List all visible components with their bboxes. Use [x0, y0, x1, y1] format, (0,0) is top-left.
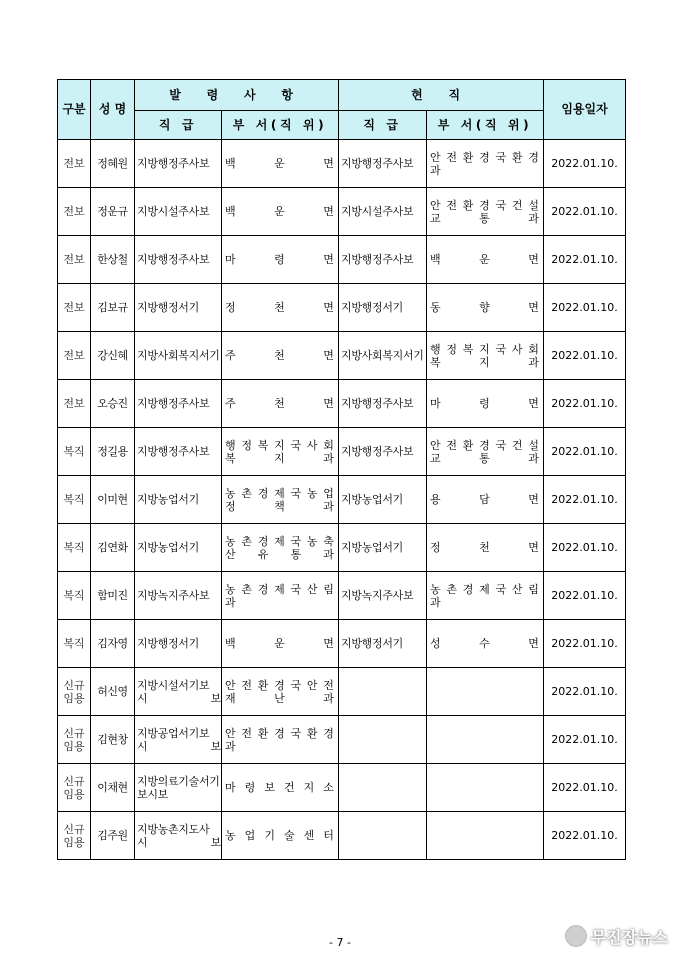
- row-rank: 지방행정서기: [135, 620, 222, 668]
- table-row: [58, 812, 626, 860]
- row-rank: 지방사회복지서기: [135, 332, 222, 380]
- row-cur-rank: 지방녹지주사보: [339, 572, 427, 620]
- row-dept: 농 업 기 술 센 터: [222, 812, 339, 860]
- row-dept: 백 운 면: [222, 140, 339, 188]
- row-type: 전보: [58, 140, 91, 188]
- row-date: 2022.01.10.: [544, 764, 626, 812]
- row-date: 2022.01.10.: [544, 668, 626, 716]
- row-type: 신규 임용: [58, 812, 91, 860]
- row-name: 이미현: [91, 476, 135, 524]
- row-date: 2022.01.10.: [544, 716, 626, 764]
- watermark-text: 무진장뉴스: [590, 927, 668, 947]
- row-name: 오승진: [91, 380, 135, 428]
- row-cur-rank: 지방행정주사보: [339, 236, 427, 284]
- row-date: 2022.01.10.: [544, 620, 626, 668]
- table-row: [58, 284, 626, 332]
- row-dept: 농 촌 경 제 국 농 축 산 유 통 과: [222, 524, 339, 572]
- row-type: 전보: [58, 188, 91, 236]
- row-cur-dept: 동 향 면: [427, 284, 544, 332]
- table-row: [58, 188, 626, 236]
- row-type: 복직: [58, 524, 91, 572]
- row-dept: 주 천 면: [222, 380, 339, 428]
- row-name: 정길용: [91, 428, 135, 476]
- row-name: 이채현: [91, 764, 135, 812]
- row-cur-rank: 지방행정서기: [339, 620, 427, 668]
- table-row: [58, 380, 626, 428]
- header-name: 성 명: [91, 80, 135, 140]
- row-cur-dept: 안 전 환 경 국 건 설 교 통 과: [427, 428, 544, 476]
- row-date: 2022.01.10.: [544, 476, 626, 524]
- row-cur-dept: 안 전 환 경 국 환 경 과: [427, 140, 544, 188]
- personnel-table: [57, 79, 626, 860]
- row-rank: 지방의료기술서기보시보: [135, 764, 222, 812]
- row-rank: 지방행정주사보: [135, 236, 222, 284]
- row-cur-dept: 농 촌 경 제 국 산 림 과: [427, 572, 544, 620]
- row-dept: 백 운 면: [222, 620, 339, 668]
- row-cur-dept: 정 천 면: [427, 524, 544, 572]
- table-row: [58, 236, 626, 284]
- row-type: 전보: [58, 236, 91, 284]
- row-cur-rank: 지방농업서기: [339, 524, 427, 572]
- row-type: 복직: [58, 572, 91, 620]
- table-row: [58, 668, 626, 716]
- watermark: [565, 922, 668, 950]
- row-date: 2022.01.10.: [544, 428, 626, 476]
- row-cur-dept: [427, 668, 544, 716]
- header-rank: 직 급: [135, 111, 222, 140]
- row-rank: 지방시설서기보 시 보: [135, 668, 222, 716]
- row-dept: 안 전 환 경 국 안 전 재 난 과: [222, 668, 339, 716]
- row-dept: 주 천 면: [222, 332, 339, 380]
- row-cur-dept: [427, 764, 544, 812]
- row-type: 전보: [58, 380, 91, 428]
- row-cur-rank: 지방사회복지서기: [339, 332, 427, 380]
- watermark-logo-icon: [565, 925, 587, 947]
- row-date: 2022.01.10.: [544, 524, 626, 572]
- header-cur-dept: 부 서(직 위): [427, 111, 544, 140]
- table-row: [58, 332, 626, 380]
- row-type: 신규 임용: [58, 668, 91, 716]
- table-row: [58, 524, 626, 572]
- row-dept: 농 촌 경 제 국 산 림 과: [222, 572, 339, 620]
- table-row: [58, 620, 626, 668]
- header-appointment: 발 령 사 항: [135, 80, 339, 111]
- row-type: 복직: [58, 476, 91, 524]
- row-name: 김현창: [91, 716, 135, 764]
- row-name: 김주원: [91, 812, 135, 860]
- row-cur-rank: 지방농업서기: [339, 476, 427, 524]
- row-date: 2022.01.10.: [544, 332, 626, 380]
- row-type: 신규 임용: [58, 764, 91, 812]
- row-cur-rank: [339, 812, 427, 860]
- row-cur-dept: 안 전 환 경 국 건 설 교 통 과: [427, 188, 544, 236]
- row-type: 복직: [58, 620, 91, 668]
- row-cur-rank: [339, 764, 427, 812]
- row-rank: 지방시설주사보: [135, 188, 222, 236]
- row-type: 전보: [58, 332, 91, 380]
- row-date: 2022.01.10.: [544, 812, 626, 860]
- header-current: 현 직: [339, 80, 544, 111]
- table-row: [58, 428, 626, 476]
- row-dept: 마 령 면: [222, 236, 339, 284]
- row-cur-dept: 용 담 면: [427, 476, 544, 524]
- row-date: 2022.01.10.: [544, 140, 626, 188]
- row-cur-rank: 지방시설주사보: [339, 188, 427, 236]
- page-number: - 7 -: [329, 936, 351, 949]
- row-rank: 지방행정서기: [135, 284, 222, 332]
- row-name: 김연화: [91, 524, 135, 572]
- row-type: 전보: [58, 284, 91, 332]
- row-date: 2022.01.10.: [544, 188, 626, 236]
- row-cur-dept: 행 정 복 지 국 사 회 복 지 과: [427, 332, 544, 380]
- row-dept: 안 전 환 경 국 환 경 과: [222, 716, 339, 764]
- row-dept: 마 령 보 건 지 소: [222, 764, 339, 812]
- table-row: [58, 476, 626, 524]
- row-dept: 농 촌 경 제 국 농 업 정 책 과: [222, 476, 339, 524]
- table-body: [58, 140, 626, 860]
- row-date: 2022.01.10.: [544, 236, 626, 284]
- header-dept: 부 서(직 위): [222, 111, 339, 140]
- row-rank: 지방행정주사보: [135, 380, 222, 428]
- row-dept: 백 운 면: [222, 188, 339, 236]
- table-row: [58, 572, 626, 620]
- row-date: 2022.01.10.: [544, 284, 626, 332]
- row-cur-dept: [427, 812, 544, 860]
- row-name: 정운규: [91, 188, 135, 236]
- row-name: 함미진: [91, 572, 135, 620]
- row-rank: 지방농업서기: [135, 476, 222, 524]
- table-row: [58, 716, 626, 764]
- row-dept: 행 정 복 지 국 사 회 복 지 과: [222, 428, 339, 476]
- row-cur-dept: 백 운 면: [427, 236, 544, 284]
- row-cur-rank: 지방행정주사보: [339, 140, 427, 188]
- row-type: 복직: [58, 428, 91, 476]
- header-cur-rank: 직 급: [339, 111, 427, 140]
- table-row: [58, 140, 626, 188]
- row-cur-dept: 성 수 면: [427, 620, 544, 668]
- table-row: [58, 764, 626, 812]
- row-rank: 지방행정주사보: [135, 428, 222, 476]
- row-cur-dept: 마 령 면: [427, 380, 544, 428]
- row-cur-dept: [427, 716, 544, 764]
- row-rank: 지방행정주사보: [135, 140, 222, 188]
- row-name: 강신혜: [91, 332, 135, 380]
- row-rank: 지방공업서기보 시 보: [135, 716, 222, 764]
- row-name: 정혜원: [91, 140, 135, 188]
- row-dept: 정 천 면: [222, 284, 339, 332]
- row-rank: 지방녹지주사보: [135, 572, 222, 620]
- row-date: 2022.01.10.: [544, 380, 626, 428]
- row-name: 한상철: [91, 236, 135, 284]
- header-type: 구분: [58, 80, 91, 140]
- header-date: 임용일자: [544, 80, 626, 140]
- row-name: 김자영: [91, 620, 135, 668]
- row-type: 신규 임용: [58, 716, 91, 764]
- row-cur-rank: [339, 716, 427, 764]
- row-cur-rank: 지방행정주사보: [339, 380, 427, 428]
- row-cur-rank: 지방행정주사보: [339, 428, 427, 476]
- row-name: 김보규: [91, 284, 135, 332]
- row-cur-rank: [339, 668, 427, 716]
- row-date: 2022.01.10.: [544, 572, 626, 620]
- row-cur-rank: 지방행정서기: [339, 284, 427, 332]
- row-rank: 지방농업서기: [135, 524, 222, 572]
- row-rank: 지방농촌지도사 시 보: [135, 812, 222, 860]
- row-name: 허신영: [91, 668, 135, 716]
